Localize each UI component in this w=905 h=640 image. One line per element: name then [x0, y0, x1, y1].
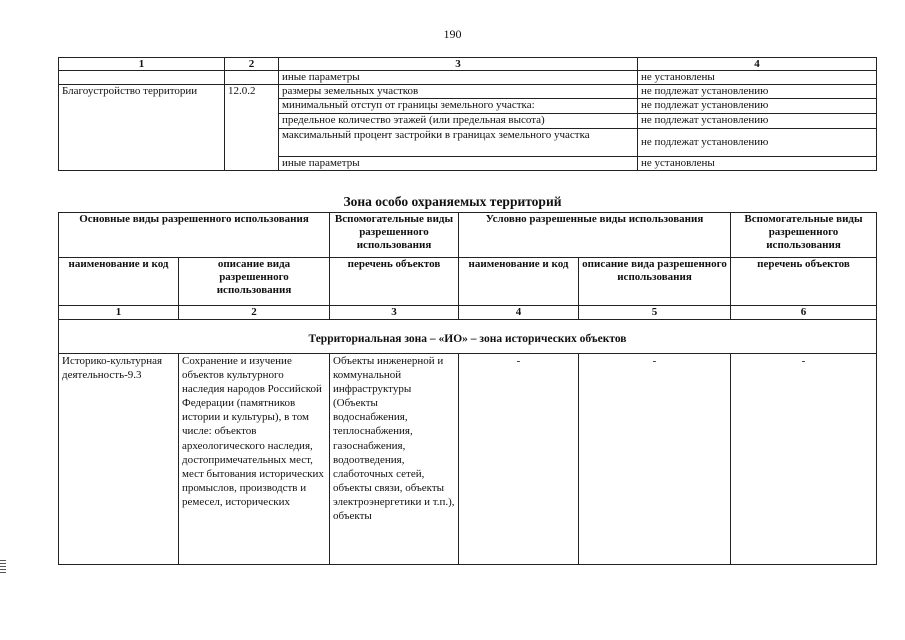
aux-objects-cell: -: [731, 354, 877, 565]
use-name-cell: Историко-культурная деятельность-9.3: [59, 354, 179, 565]
param-cell: минимальный отступ от границы земельного участка:: [279, 99, 638, 114]
group-header-row: [59, 213, 877, 258]
parameters-table: [58, 57, 877, 171]
table-row: [59, 85, 877, 99]
value-cell: не подлежат установлению: [638, 99, 877, 114]
param-cell: иные параметры: [279, 157, 638, 171]
column-number-row: [59, 58, 877, 71]
value-cell: не подлежат установлению: [638, 129, 877, 157]
section-title: Зона особо охраняемых территорий: [343, 194, 562, 209]
table-row: [59, 71, 877, 85]
param-cell: предельное количество этажей (или предельная высота): [279, 114, 638, 129]
conditional-description-cell: -: [579, 354, 731, 565]
name-cell: Благоустройство территории: [59, 85, 225, 171]
code-cell: 12.0.2: [225, 85, 279, 171]
description-header-2: описание вида разрешенного использования: [579, 258, 731, 306]
col-number: 1: [59, 306, 179, 320]
name-code-header-2: наименование и код: [459, 258, 579, 306]
param-cell: иные параметры: [279, 71, 638, 85]
col-number: 5: [579, 306, 731, 320]
aux-uses-header: Вспомогательные виды разрешенного использования: [330, 213, 459, 258]
col-number: 2: [225, 58, 279, 71]
table-row: [59, 354, 877, 565]
column-number-row: [59, 306, 877, 320]
value-cell: не подлежат установлению: [638, 85, 877, 99]
zone-title-row: [59, 320, 877, 354]
objects-header: перечень объектов: [330, 258, 459, 306]
name-cell: [59, 71, 225, 85]
param-cell: размеры земельных участков: [279, 85, 638, 99]
aux-uses-header-2: Вспомогательные виды разрешенного использования: [731, 213, 877, 258]
use-description-cell: Сохранение и изучение объектов культурного наследия народов Российской Федерации (памятников истории и культуры), в том числе: объектов археологического наследия, достопримечательных мест, мест бытования исторических промыслов, производств и ремесел, исторических: [179, 354, 330, 565]
scan-margin-mark: [0, 560, 6, 575]
objects-header-2: перечень объектов: [731, 258, 877, 306]
value-cell: не подлежат установлению: [638, 114, 877, 129]
col-number: 3: [279, 58, 638, 71]
value-cell: не установлены: [638, 157, 877, 171]
code-cell: [225, 71, 279, 85]
description-header: описание вида разрешенного использования: [179, 258, 330, 306]
col-number: 2: [179, 306, 330, 320]
col-number: 4: [459, 306, 579, 320]
zone-title: Территориальная зона – «ИО» – зона исторических объектов: [59, 320, 877, 354]
col-number: 3: [330, 306, 459, 320]
col-number: 4: [638, 58, 877, 71]
conditional-name-cell: -: [459, 354, 579, 565]
name-code-header: наименование и код: [59, 258, 179, 306]
subheader-row: [59, 258, 877, 306]
value-cell: не установлены: [638, 71, 877, 85]
col-number: 6: [731, 306, 877, 320]
objects-cell: Объекты инженерной и коммунальной инфраструктуры (Объекты водоснабжения, теплоснабжения, газоснабжения, водоотведения, слаботочных сетей, объекты связи, объекты электроэнергетики и т.п.), объекты: [330, 354, 459, 565]
main-uses-header: Основные виды разрешенного использования: [59, 213, 330, 258]
param-cell: максимальный процент застройки в границах земельного участка: [279, 129, 638, 157]
col-number: 1: [59, 58, 225, 71]
zone-table: [58, 212, 877, 565]
page-number: 190: [443, 27, 462, 41]
conditional-uses-header: Условно разрешенные виды использования: [459, 213, 731, 258]
